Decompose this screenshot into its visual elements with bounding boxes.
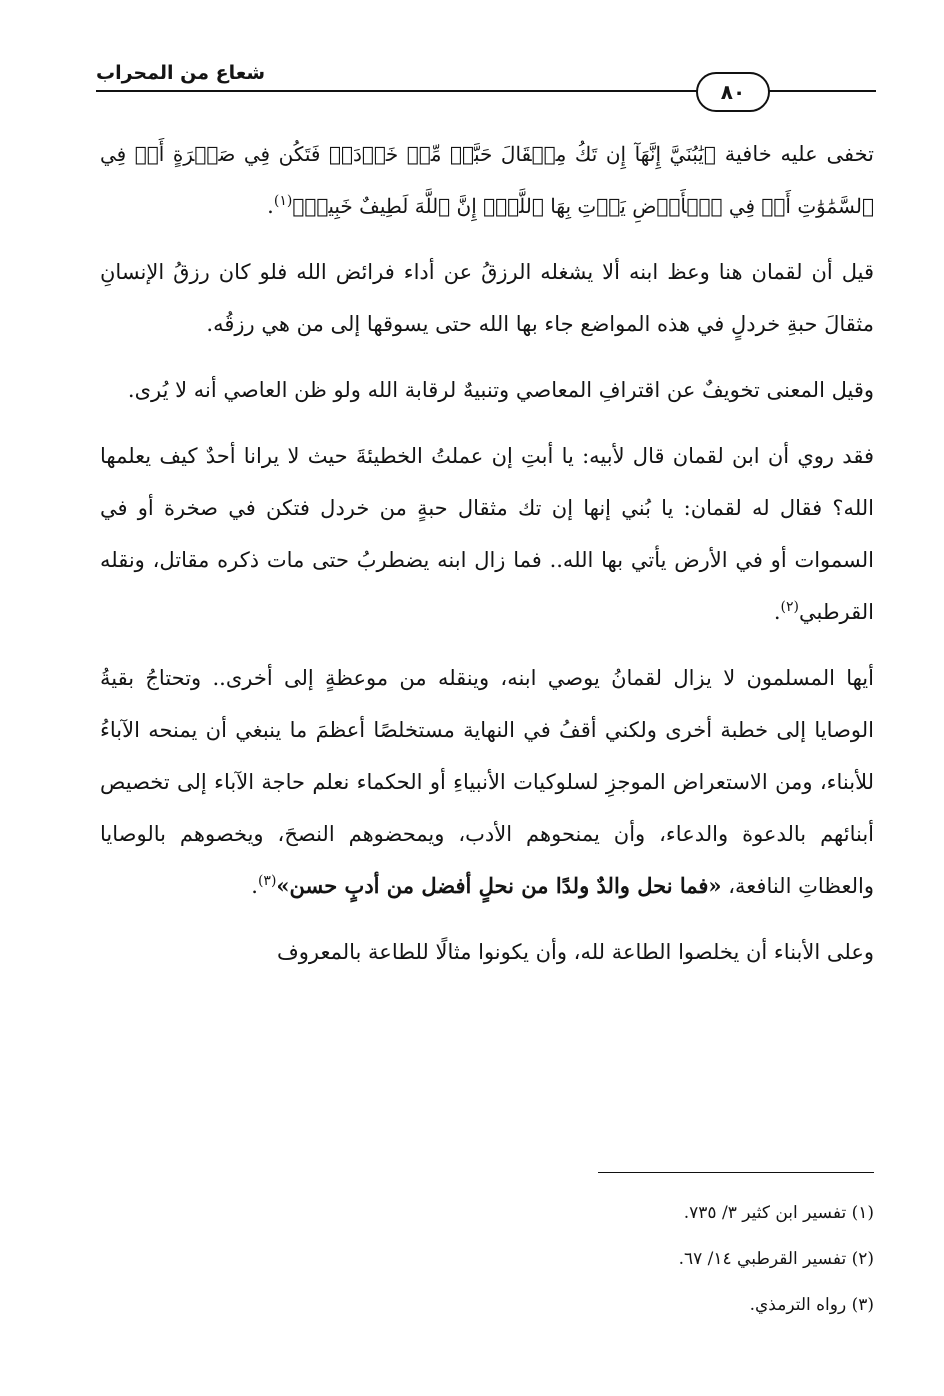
paragraph-4-end: . <box>773 600 781 624</box>
paragraph-5 <box>100 652 874 912</box>
running-title: شعاع من المحراب <box>96 62 266 84</box>
footnote-ref-2: (٢) <box>780 599 799 615</box>
paragraph-6: وعلى الأبناء أن يخلصوا الطاعة لله، وأن يكونوا مثالًا للطاعة بالمعروف <box>276 940 874 964</box>
paragraph-2: قيل أن لقمان هنا وعظ ابنه ألا يشغله الرزقُ عن أداء فرائض الله فلو كان رزقُ الإنسانِ مثقالَ حبةِ خردلٍ في هذه المواضع جاء بها الله حتى يسوقها إلى من هي رزقُه. <box>100 260 874 336</box>
footnotes <box>500 1190 874 1328</box>
footnote-ref-1: (١) <box>273 193 293 209</box>
footnote-3: (٣) رواه الترمذي. <box>749 1295 874 1315</box>
body-text <box>100 128 874 992</box>
paragraph-5-text: أيها المسلمون لا يزال لقمانُ يوصي ابنه، وينقله من موعظةٍ إلى أخرى.. وتحتاجُ بقيةُ الوصايا إلى خطبة أخرى ولكني أقفُ في النهاية مستخلصًا أعظمَ ما ينبغي أن يمنحه الآباءُ للأبناء، ومن الاستعراض الموجزِ لسلوكيات الأنبياءِ أو الحكماء نعلم حاجة الآباء إلى تخصيص أبنائهم بالدعوة والدعاء، وأن يمنحوهم الأدب، ويمحضوهم النصحَ، ويخصوهم بالوصايا والعظاتِ النافعة، <box>100 666 874 898</box>
paragraph-1-end: . <box>267 194 274 218</box>
footnote-1: (١) تفسير ابن كثير ٣/ ٧٣٥. <box>683 1203 874 1223</box>
header-rule <box>96 90 698 92</box>
paragraph-1-intro: تخفى عليه خافية <box>715 142 874 166</box>
footnote-2: (٢) تفسير القرطبي ١٤/ ٦٧. <box>678 1249 874 1269</box>
hadith-quote: «فما نحل والدٌ ولدًا من نحلٍ أفضل من أدبٍ حسن» <box>276 873 722 898</box>
paragraph-4 <box>100 430 874 638</box>
paragraph-4-text: فقد روي أن ابن لقمان قال لأبيه: يا أبتِ إن عملتُ الخطيئةَ حيث لا يرانا أحدٌ كيف يعلمها الله؟ فقال له لقمان: يا بُني إنها إن تك مثقال حبةٍ من خردل فتكن في صخرة أو في السموات أو في الأرض يأتي بها الله.. فما زال ابنه يضطربُ حتى مات ذكره مقاتل، ونقله القرطبي <box>100 444 874 624</box>
footnote-rule <box>598 1172 874 1173</box>
paragraph-3: وقيل المعنى تخويفٌ عن اقترافِ المعاصي وتنبيهٌ لرقابة الله ولو ظن العاصي أنه لا يُرى. <box>127 378 874 402</box>
paragraph-1 <box>100 128 874 232</box>
header-rule-right <box>762 90 876 92</box>
page-number: ٨٠ <box>696 72 770 112</box>
quran-verse: ﴿يَٰبُنَيَّ إِنَّهَآ إِن تَكُ مِثۡقَالَ حَبَّةٖ مِّنۡ خَرۡدَلٖ فَتَكُن فِي صَخۡرَةٍ أَوۡ فِي ٱلسَّمَٰوَٰتِ أَوۡ فِي ٱلۡأَرۡضِ يَأۡتِ بِهَا ٱللَّهُۚ إِنَّ ٱللَّهَ لَطِيفٌ خَبِيرٞ﴾ <box>100 142 874 218</box>
paragraph-5-end: . <box>251 874 258 898</box>
footnote-ref-3: (٣) <box>257 873 277 889</box>
